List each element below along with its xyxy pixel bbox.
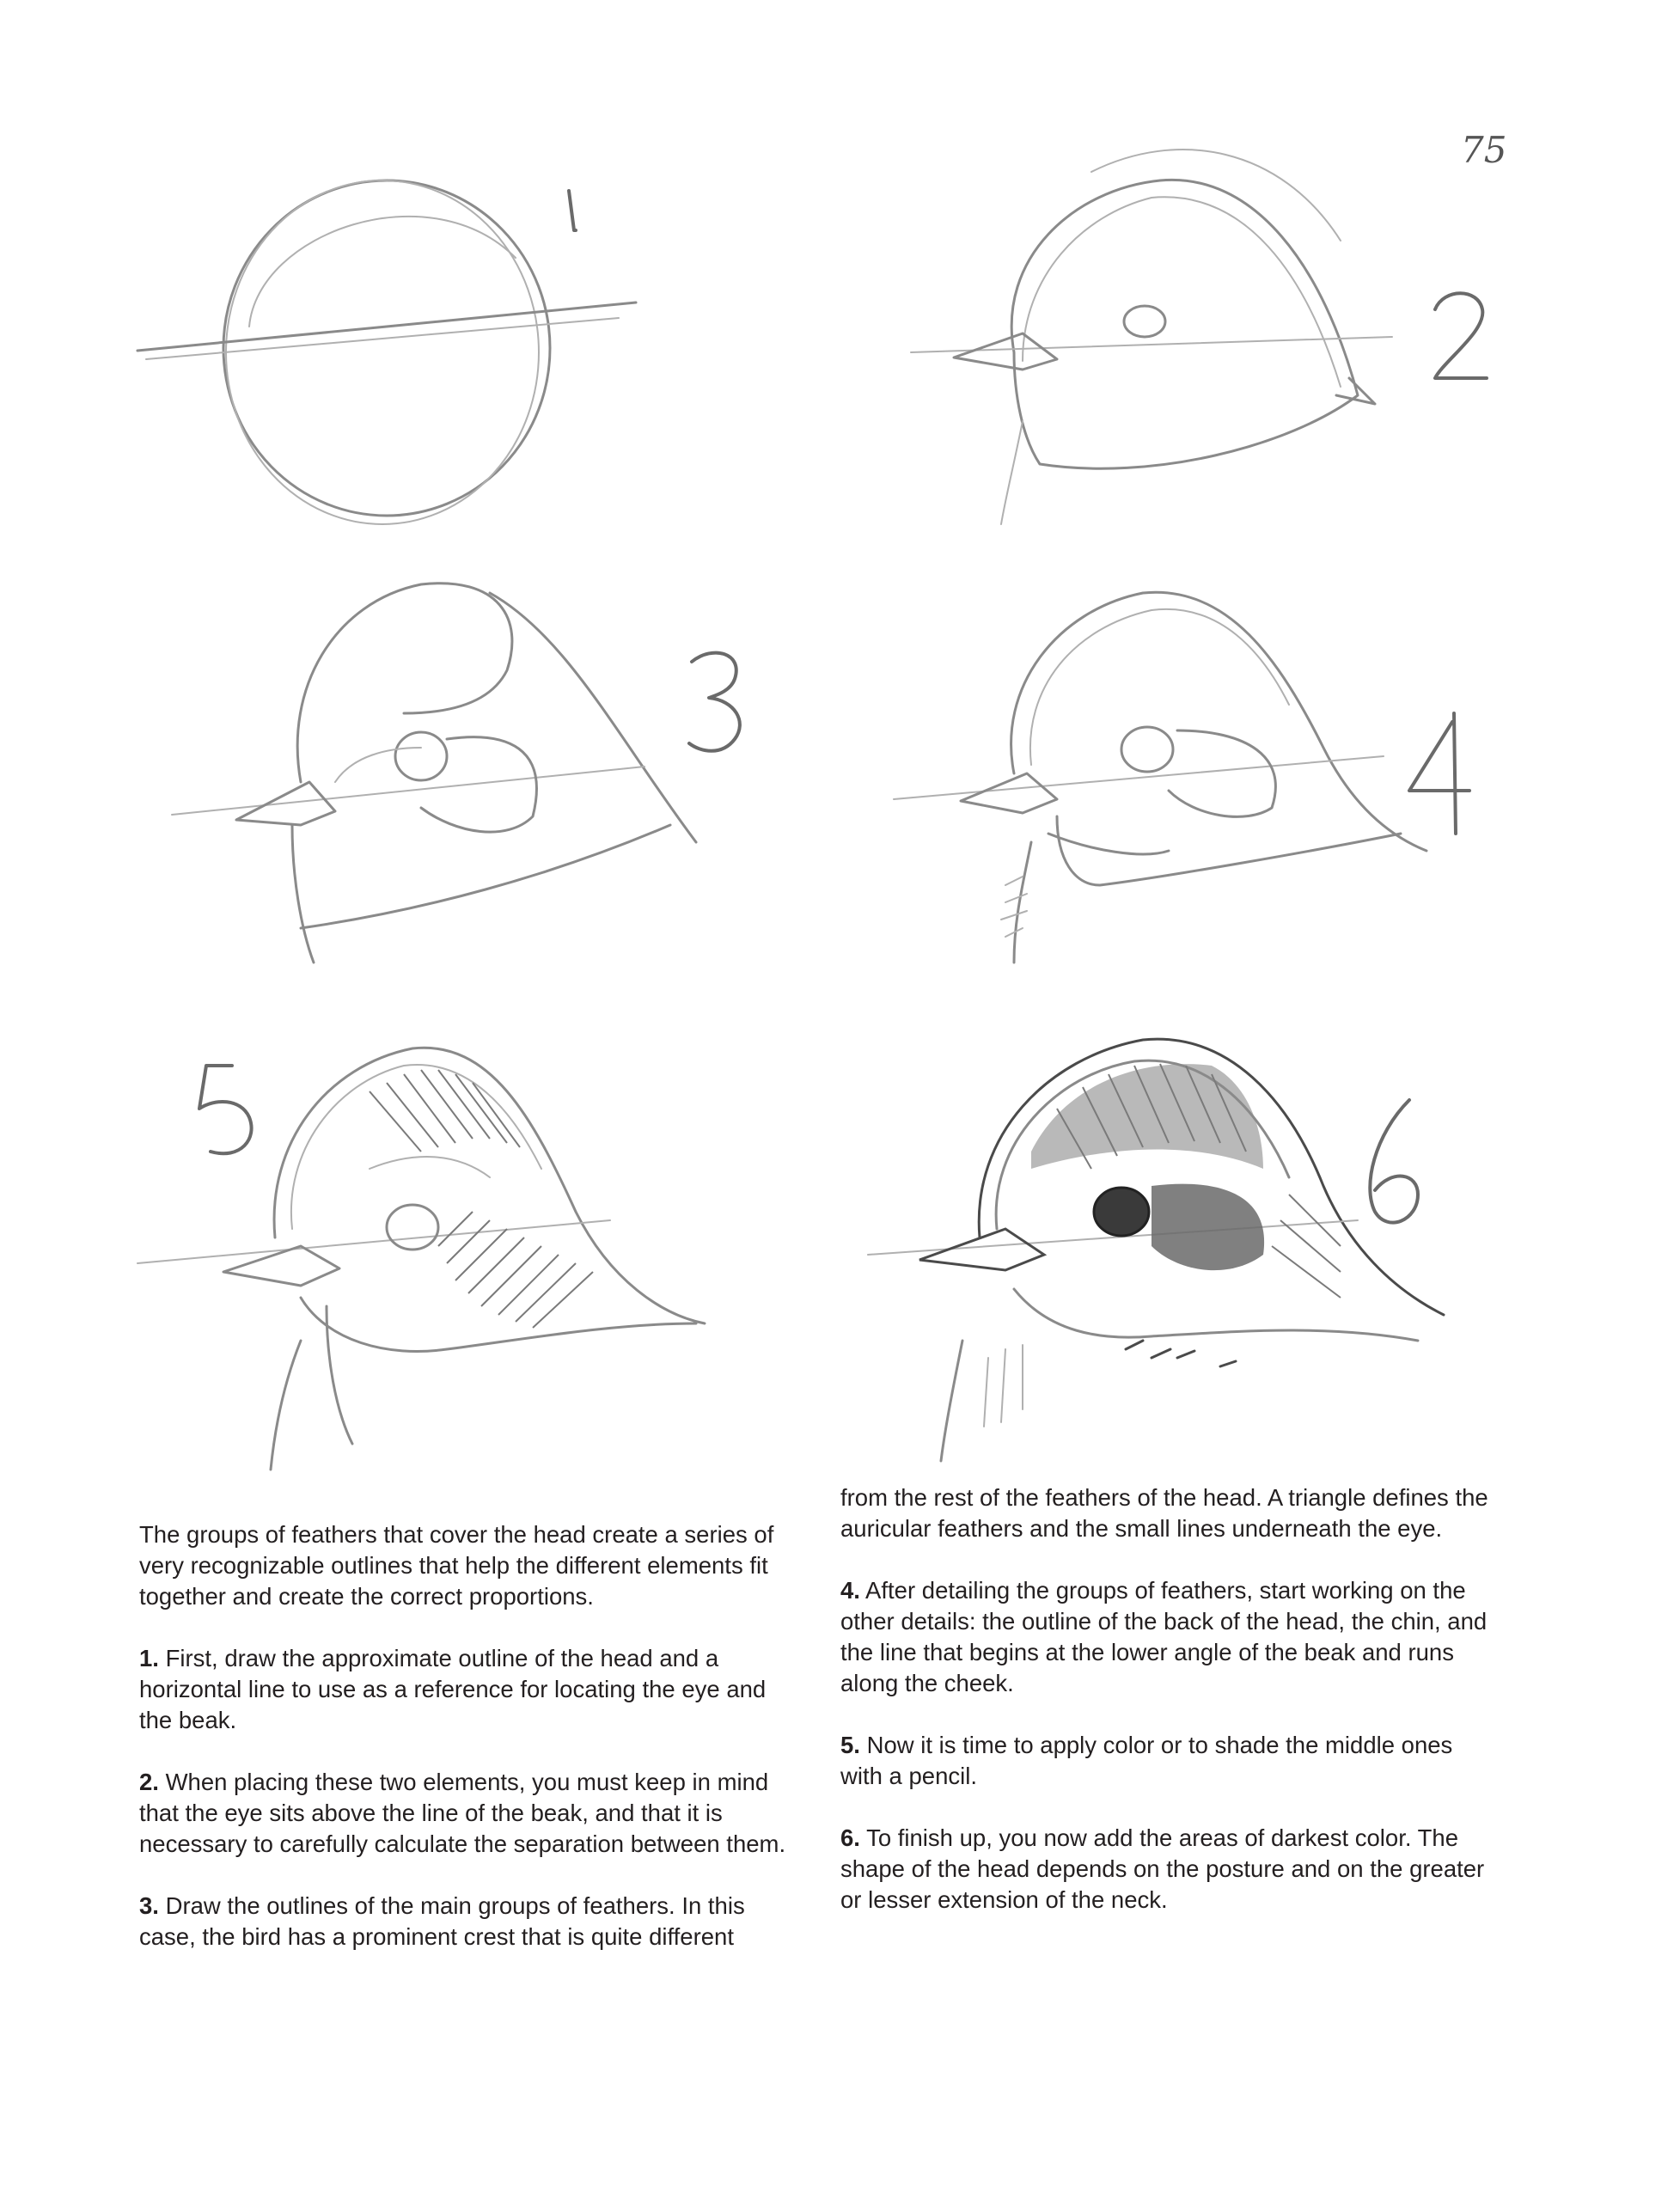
page-number: 75 <box>1461 129 1507 171</box>
step-6-figure <box>859 997 1495 1478</box>
bird-head-step-1-sketch-icon <box>129 155 662 533</box>
bird-head-step-3-sketch-icon <box>163 567 782 980</box>
step-2-figure <box>894 138 1512 541</box>
step-2-paragraph <box>139 1767 792 1860</box>
step-5-paragraph <box>840 1730 1494 1792</box>
step-3-number: 3. <box>139 1892 159 1919</box>
step-6-number: 6. <box>840 1824 860 1851</box>
text-column-right <box>840 1482 1494 1946</box>
step-1-paragraph <box>139 1643 792 1736</box>
bird-head-step-6-sketch-icon <box>859 997 1495 1478</box>
intro-paragraph: The groups of feathers that cover the head create a series of very recognizable outlines that help the different elements fit together and create the correct proportions. <box>139 1521 774 1610</box>
step-6-text: To finish up, you now add the areas of darkest color. The shape of the head depends on the posture and on the greater or lesser extension of the neck. <box>840 1824 1485 1913</box>
bird-head-step-4-sketch-icon <box>885 559 1512 988</box>
step-6-paragraph <box>840 1823 1494 1916</box>
text-column-left <box>139 1519 792 1983</box>
step-3-continuation: from the rest of the feathers of the head. A triangle defines the auricular feathers and the small lines underneath the eye. <box>840 1484 1488 1542</box>
step-3-paragraph <box>139 1891 792 1952</box>
step-4-number: 4. <box>840 1577 860 1604</box>
step-3-figure <box>163 567 782 980</box>
step-1-number: 1. <box>139 1645 159 1671</box>
step-2-number: 2. <box>139 1769 159 1795</box>
step-4-paragraph <box>840 1575 1494 1699</box>
step-1-text: First, draw the approximate outline of the head and a horizontal line to use as a reference for locating the eye and the beak. <box>139 1645 767 1733</box>
step-4-text: After detailing the groups of feathers, start working on the other details: the outline of the back of the head, the chin, and the line that begins at the lower angle of the beak and runs along the cheek. <box>840 1577 1488 1696</box>
step-4-figure <box>885 559 1512 988</box>
step-2-text: When placing these two elements, you must keep in mind that the eye sits above the line of the beak, and that it is necessary to carefully calculate the separation between them. <box>139 1769 786 1857</box>
step-1-figure <box>129 155 662 533</box>
step-5-number: 5. <box>840 1732 860 1758</box>
bird-head-step-2-sketch-icon <box>894 138 1512 541</box>
bird-head-step-5-sketch-icon <box>129 997 748 1478</box>
step-5-figure <box>129 997 748 1478</box>
step-3-text: Draw the outlines of the main groups of feathers. In this case, the bird has a prominent crest that is quite different <box>139 1892 745 1950</box>
step-5-text: Now it is time to apply color or to shade the middle ones with a pencil. <box>840 1732 1453 1789</box>
